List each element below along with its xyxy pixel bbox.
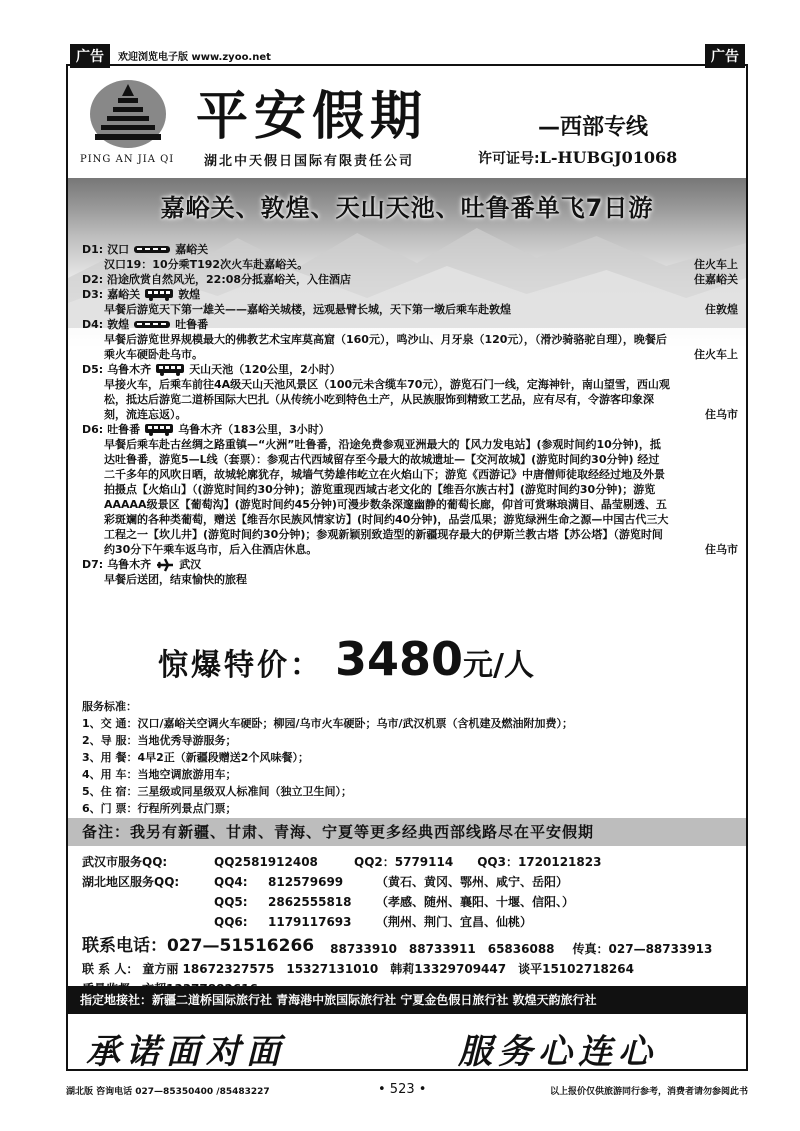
itinerary-day xyxy=(82,317,738,362)
brand-name: 平安假期 xyxy=(196,86,429,147)
bus-icon xyxy=(156,364,184,376)
train-icon xyxy=(134,320,170,330)
phone-label: 联系电话： xyxy=(82,936,167,956)
price-amount: 3480 xyxy=(335,632,464,686)
route-to: 嘉峪关 xyxy=(175,243,209,256)
service-item: 2、导 服：当地优秀导游服务； xyxy=(82,734,237,747)
ad-label-right: 广告 xyxy=(705,44,745,68)
route-from: 吐鲁番 xyxy=(107,423,141,436)
route-from: 乌鲁木齐 xyxy=(107,363,152,376)
day-number: D5: xyxy=(82,363,104,376)
slogan-right: 服务心连心 xyxy=(458,1032,658,1071)
day-stay: 住火车上 xyxy=(694,258,738,271)
license: 许可证号:L-HUBGJ01068 xyxy=(478,148,678,167)
brand-subtitle: —西部专线 xyxy=(538,115,649,140)
service-item: 3、用 餐：4早2正（新疆段赠送2个风味餐）； xyxy=(82,751,309,764)
fax: 传真：027—88733913 xyxy=(572,942,713,956)
itinerary-day xyxy=(82,287,738,317)
day-description: 早接火车，后乘车前往4A级天山天池风景区（100元未含缆车70元），游览石门一线，定海神针，南山望雪，西山观松，抵达后游览二道桥国际大巴扎（从传统小吃到特色土产，从民族服饰到精致工艺品，应有尽有，令游客印象深刻，流连忘返）。 住乌市 xyxy=(104,378,738,421)
price-unit: 元/人 xyxy=(463,648,534,683)
qq-row: 武汉市服务QQ: QQ2581912408 QQ2：5779114 QQ3：1720121823 xyxy=(82,852,740,872)
service-item: 1、交 通：汉口/嘉峪关空调火车硬卧；柳园/乌市火车硬卧；乌市/武汉机票（含机建及燃油附加费）； xyxy=(82,717,574,730)
services-title: 服务标准： xyxy=(82,700,137,713)
footer-note: 以上报价仅供旅游同行参考，消费者请勿参阅此书 xyxy=(549,1087,748,1097)
plane-icon xyxy=(156,558,174,572)
other-phones[interactable]: 88733910 88733911 65836088 xyxy=(330,942,555,956)
qq-value[interactable]: 1179117693 xyxy=(268,915,352,929)
day-route xyxy=(82,557,738,572)
day-route xyxy=(82,287,738,302)
day-stay: 住敦煌 xyxy=(705,303,738,316)
itinerary-day xyxy=(82,362,738,422)
contacts xyxy=(82,852,740,999)
itinerary xyxy=(82,242,738,587)
itinerary-day xyxy=(82,557,738,587)
tour-title: 嘉峪关、敦煌、天山天池、吐鲁番单飞7日游 xyxy=(160,194,654,222)
qq-value[interactable]: 812579699 xyxy=(268,875,344,889)
bus-icon xyxy=(145,424,173,436)
price-label: 惊爆特价： xyxy=(158,648,323,683)
logo-text: PING AN JIA QI xyxy=(80,154,175,165)
main-phone[interactable]: 027—51516266 xyxy=(167,936,315,956)
day-description: 早餐后游览世界规模最大的佛教艺术宝库莫高窟（160元），鸣沙山、月牙泉（120元），（滑沙骑骆驼自理），晚餐后乘火车硬卧赴乌市。 住火车上 xyxy=(104,333,738,361)
qq-row: 湖北地区服务QQ: QQ4: 812579699 （黄石、黄冈、鄂州、咸宁、岳阳） xyxy=(82,872,740,892)
route-to: 吐鲁番 xyxy=(175,318,209,331)
company-name: 湖北中天假日国际有限责任公司 xyxy=(204,154,415,169)
pagoda-logo-icon xyxy=(88,76,168,150)
train-icon xyxy=(134,245,170,255)
day-number: D2: xyxy=(82,273,104,286)
day-stay: 住火车上 xyxy=(694,348,738,361)
service-item: 4、用 车：当地空调旅游用车； xyxy=(82,768,237,781)
route-from: 汉口 xyxy=(107,243,130,256)
route-to: 乌鲁木齐（183公里，3小时） xyxy=(178,423,330,436)
itinerary-day xyxy=(82,242,738,272)
day-description: D2: 沿途欣赏自然风光，22:08分抵嘉峪关，入住酒店 住嘉峪关 xyxy=(82,273,738,286)
remark-bar: 备注：我另有新疆、甘肃、青海、宁夏等更多经典西部线路尽在平安假期 xyxy=(68,818,746,846)
day-description: 早餐后乘车赴古丝绸之路重镇—“火洲”吐鲁番，沿途免费参观亚洲最大的【风力发电站】(参观时间约10分钟)，抵达吐鲁番，游览5—L线（套票）：参观古代西域留存至今最大的故城遗址—【交河故城】(游览时间约30分钟) 经过二千多年的风吹日晒，故城轮廓犹存，城墙气势雄伟屹立在火焰山下；游览《西游记》中唐僧师徒取经经过地及外景拍摄点【火焰山】（(游览时间约30分钟)；游览重现西域古老文化的【维吾尔族古村】(游览时间约30分钟)；游览AAAAA级景区【葡萄沟】(游览时间约45分钟)可漫步数条深邃幽静的葡萄长廊，仰首可赏琳琅满目、晶莹剔透、五彩斑斓的各种类葡萄，赠送【维吾尔民族风情家访】(时间约40分钟)，品尝瓜果；游览绿洲生命之源—中国古代三大工程之一【坎儿井】(游览时间约30分钟)；参观新颖别致造型的新疆现存最大的伊斯兰教古塔【苏公塔】（游览时间约30分下午乘车返乌市，后入住酒店休息。 住乌市 xyxy=(104,438,738,556)
itinerary-day xyxy=(82,422,738,557)
day-stay: 住嘉峪关 xyxy=(694,273,738,286)
day-number: D7: xyxy=(82,558,104,571)
qq-value[interactable]: QQ2581912408 xyxy=(214,855,318,869)
route-from: 敦煌 xyxy=(107,318,130,331)
header xyxy=(68,66,746,178)
phone-row xyxy=(82,936,740,959)
service-item: 6、门 票：行程所列景点门票； xyxy=(82,802,237,815)
day-number: D4: xyxy=(82,318,104,331)
services xyxy=(82,698,738,817)
day-number: D1: xyxy=(82,243,104,256)
page-number: • 523 • xyxy=(378,1082,427,1097)
bus-icon xyxy=(145,289,173,301)
ad-frame xyxy=(66,64,748,1071)
price xyxy=(158,632,534,686)
ad-label-left: 广告 xyxy=(70,44,110,68)
route-to: 敦煌 xyxy=(178,288,201,301)
route-to: 武汉 xyxy=(179,558,202,571)
day-stay: 住乌市 xyxy=(705,408,738,421)
slogan-left: 承诺面对面 xyxy=(86,1032,286,1071)
qq-value[interactable]: 2862555818 xyxy=(268,895,352,909)
slogan xyxy=(68,1022,746,1070)
day-number: D6: xyxy=(82,423,104,436)
service-item: 5、住 宿：三星级或同星级双人标准间（独立卫生间）； xyxy=(82,785,352,798)
day-route xyxy=(82,362,738,377)
itinerary-day xyxy=(82,272,738,287)
site-url[interactable]: 欢迎浏览电子版 www.zyoo.net xyxy=(118,52,271,63)
qq-row: QQ5: 2862555818 （孝感、随州、襄阳、十堰、信阳、） xyxy=(82,892,740,912)
day-description: 早餐后送团，结束愉快的旅程 xyxy=(104,573,247,586)
affiliates-bar: 指定地接社：新疆二道桥国际旅行社 青海港中旅国际旅行社 宁夏金色假日旅行社 敦煌天韵旅行社 xyxy=(68,986,746,1014)
route-from: 乌鲁木齐 xyxy=(107,558,152,571)
day-stay: 住乌市 xyxy=(705,543,738,556)
footer-contact: 湖北版 咨询电话 027—85350400 /85483227 xyxy=(66,1087,270,1097)
day-route xyxy=(82,422,738,437)
day-description: 早餐后游览天下第一雄关——嘉峪关城楼，远观悬臂长城，天下第一墩后乘车赴敦煌 住敦煌 xyxy=(104,303,738,316)
qq-row: QQ6: 1179117693 （荆州、荆门、宜昌、仙桃） xyxy=(82,912,740,932)
day-route xyxy=(82,242,738,257)
day-number: D3: xyxy=(82,288,104,301)
route-to: 天山天池（120公里，2小时） xyxy=(189,363,341,376)
day-description: 汉口19：10分乘T192次火车赴嘉峪关。 住火车上 xyxy=(104,258,738,271)
person-row: 联 系 人： 童方丽 18672327575 15327131010 韩莉13329709447 谈平15102718264 xyxy=(82,962,634,976)
route-from: 嘉峪关 xyxy=(107,288,141,301)
day-route xyxy=(82,317,738,332)
